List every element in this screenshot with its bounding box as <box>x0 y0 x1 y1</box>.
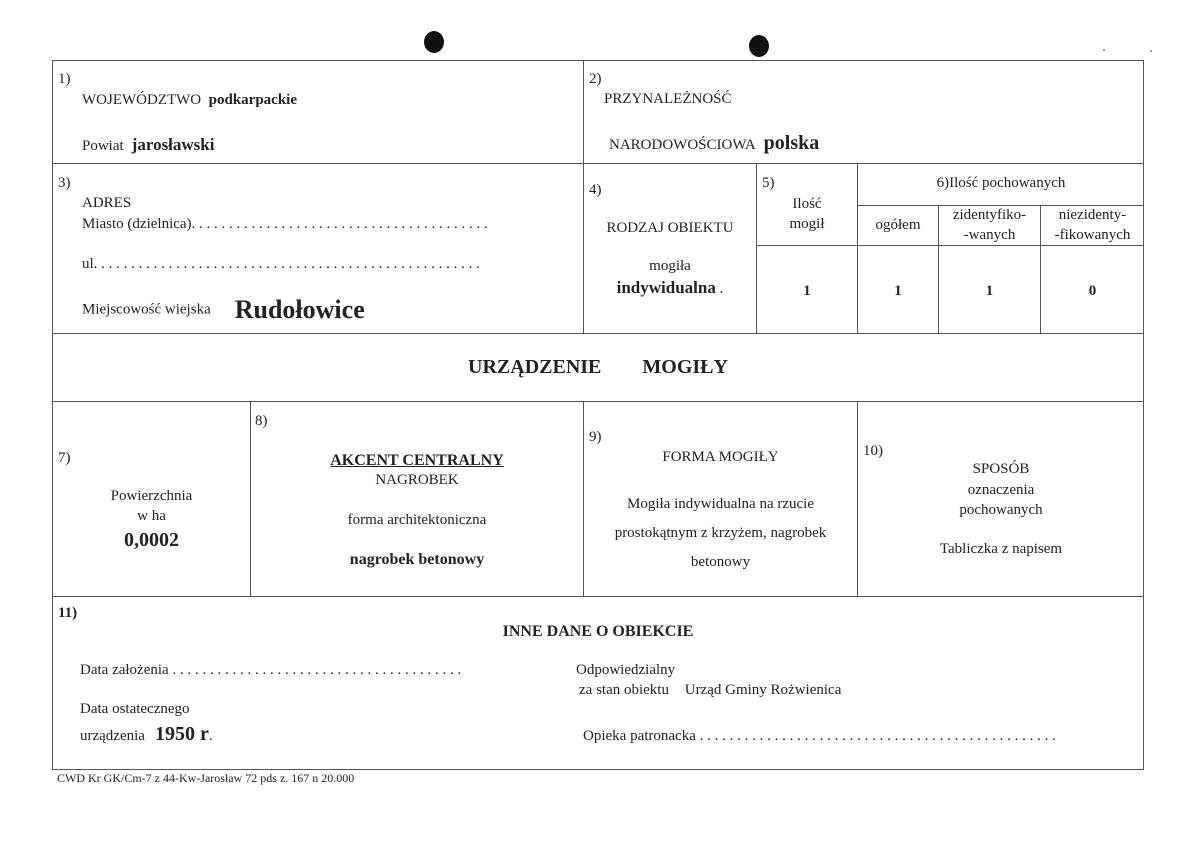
divider <box>938 205 939 334</box>
final-date-row <box>80 723 213 746</box>
field-number: 3) <box>58 175 71 191</box>
buried-identified-header-2: -wanych <box>963 227 1016 243</box>
divider <box>1040 205 1041 334</box>
voivodeship-label: WOJEWÓDZTWO <box>82 92 202 108</box>
object-type-suffix: . <box>715 281 724 297</box>
scan-speck <box>1150 50 1152 52</box>
divider <box>52 163 1144 164</box>
object-type-value-row <box>584 278 756 298</box>
central-accent-subtitle: NAGROBEK <box>375 472 459 488</box>
nationality-row <box>609 132 819 155</box>
field-number: 8) <box>255 413 268 429</box>
nationality-value: polska <box>763 132 820 154</box>
village-value: Rudołowice <box>234 295 365 324</box>
voivodeship-row <box>82 92 297 109</box>
final-date-label-1: Data ostatecznego <box>80 701 190 717</box>
scan-speck <box>1103 49 1105 51</box>
object-type-value-line1: mogiła <box>649 258 691 274</box>
section-title-word2: MOGIŁY <box>642 356 728 378</box>
tombstone-value: nagrobek betonowy <box>349 551 485 568</box>
area-label-1: Powierzchnia <box>110 488 193 504</box>
central-accent-title: AKCENT CENTRALNY <box>330 452 504 469</box>
object-type-label: RODZAJ OBIEKTU <box>606 220 734 236</box>
divider <box>52 596 1144 597</box>
form-border-left <box>52 60 53 770</box>
patronage-line: Opieka patronacka . . . . . . . . . . . . . . . . . . . . . . . . . . . . . . . . . . . . . . . . . . . . . . . . <box>583 728 1056 744</box>
marking-label-1: SPOSÓB <box>972 461 1030 477</box>
village-label: Miejscowość wiejska <box>82 301 211 318</box>
field-number: 10) <box>863 443 883 459</box>
area-label-2: w ha <box>137 508 166 524</box>
village-row <box>82 295 365 325</box>
marking-label-3: pochowanych <box>959 502 1043 518</box>
city-line: Miasto (dzielnica). . . . . . . . . . . . . . . . . . . . . . . . . . . . . . . . . . . . . . . . <box>82 216 488 232</box>
final-date-label-2: urządzenia <box>80 728 145 744</box>
nationality-label: PRZYNALEŻNOŚĆ <box>604 91 732 107</box>
final-date-suffix: . <box>208 728 213 744</box>
divider <box>756 245 1144 246</box>
divider <box>52 401 1144 402</box>
section-title-word1: URZĄDZENIE <box>468 356 602 378</box>
buried-unidentified-value: 0 <box>1088 283 1097 299</box>
punch-hole-right <box>749 35 769 57</box>
field-number: 7) <box>58 450 71 466</box>
field-number: 1) <box>58 71 71 87</box>
final-date-value: 1950 r <box>154 723 209 745</box>
divider <box>52 333 1144 334</box>
marking-value: Tabliczka z napisem <box>939 541 1063 557</box>
divider <box>756 163 757 334</box>
object-type-value: indywidualna <box>616 278 716 297</box>
graves-count-label-1: Ilość <box>792 196 822 212</box>
grave-form-line1: Mogiła indywidualna na rzucie <box>626 496 815 512</box>
form-border-bottom <box>52 769 1144 770</box>
grave-form-line2: prostokątnym z krzyżem, nagrobek <box>614 525 827 541</box>
grave-form-label: FORMA MOGIŁY <box>662 449 779 465</box>
field-number: 4) <box>589 182 602 198</box>
county-label: Powiat <box>82 138 124 154</box>
address-label: ADRES <box>82 195 132 211</box>
buried-total-value: 1 <box>894 283 902 299</box>
buried-identified-value: 1 <box>985 283 994 299</box>
other-data-title: INNE DANE O OBIEKCIE <box>502 623 694 640</box>
form-border-right <box>1143 60 1144 770</box>
responsible-label-2: za stan obiektu <box>579 682 669 698</box>
responsible-value: Urząd Gminy Rożwienica <box>684 682 842 698</box>
street-line: ul. . . . . . . . . . . . . . . . . . . . . . . . . . . . . . . . . . . . . . . . . . . . . . . . . . . . <box>82 256 480 272</box>
county-row <box>82 135 214 155</box>
area-value: 0,0002 <box>124 529 179 551</box>
form-footer-code: CWD Kr GK/Cm-7 z 44-Kw-Jarosław 72 pds z. 167 n 20.000 <box>57 771 355 785</box>
founded-date-line: Data założenia . . . . . . . . . . . . . . . . . . . . . . . . . . . . . . . . . . . . . . . <box>80 662 462 678</box>
punch-hole-left <box>424 31 444 53</box>
form-border-top <box>52 60 1144 61</box>
section-title <box>52 356 1144 379</box>
grave-form-line3: betonowy <box>690 554 751 570</box>
field-number: 9) <box>589 429 602 445</box>
voivodeship-value: podkarpackie <box>208 92 297 108</box>
marking-label-2: oznaczenia <box>967 482 1035 498</box>
buried-identified-header-1: zidentyfiko- <box>952 207 1027 223</box>
county-value: jarosławski <box>131 135 215 154</box>
buried-total-header: ogółem <box>875 217 921 233</box>
nationality-label-line2: NARODOWOŚCIOWA <box>609 137 756 153</box>
responsible-row <box>579 682 841 699</box>
field-number: 5) <box>762 175 775 191</box>
buried-unidentified-header-1: niezidenty- <box>1058 207 1127 223</box>
architectural-form-label: forma architektoniczna <box>347 512 487 528</box>
buried-count-header: 6)Ilość pochowanych <box>936 175 1066 191</box>
field-number: 2) <box>589 71 602 87</box>
divider <box>857 205 1144 206</box>
buried-unidentified-header-2: -fikowanych <box>1054 227 1131 243</box>
graves-count-label-2: mogił <box>789 216 825 232</box>
field-number: 11) <box>58 605 78 621</box>
graves-count-value: 1 <box>803 283 811 299</box>
responsible-label-1: Odpowiedzialny <box>576 662 676 678</box>
